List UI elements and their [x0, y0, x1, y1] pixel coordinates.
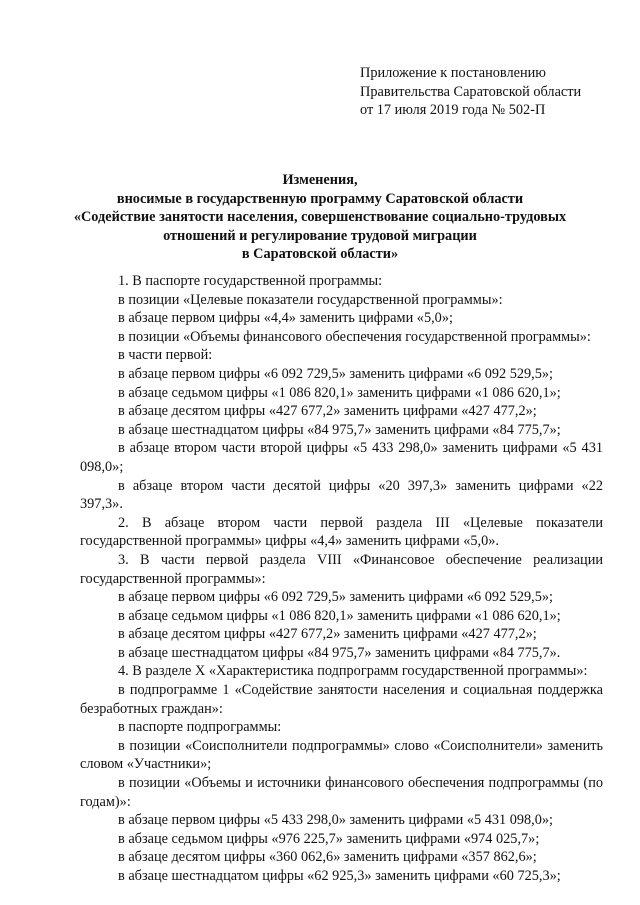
paragraph: в позиции «Соисполнители подпрограммы» слово «Соисполнители» заменить словом «Участники»;	[80, 737, 603, 773]
paragraph: в абзаце десятом цифры «427 677,2» заменить цифрами «427 477,2»;	[118, 626, 537, 643]
title-line-3: «Содействие занятости населения, совершенствование социально-трудовых	[73, 209, 567, 225]
header-line-2: Правительства Саратовской области	[360, 83, 582, 100]
title-line-2: вносимые в государственную программу Саратовской области	[116, 190, 524, 207]
paragraph: в абзаце седьмом цифры «976 225,7» заменить цифрами «974 025,7»;	[118, 830, 540, 847]
paragraph: в абзаце первом цифры «6 092 729,5» заменить цифрами «6 092 529,5»;	[118, 365, 554, 382]
paragraph: в абзаце шестнадцатом цифры «84 975,7» заменить цифрами «84 775,7»;	[118, 421, 561, 438]
paragraph: в позиции «Целевые показатели государственной программы»:	[118, 291, 503, 308]
paragraph: в абзаце втором части десятой цифры «20 397,3» заменить цифрами «22 397,3».	[80, 477, 603, 513]
title-line-4: отношений и регулирование трудовой миграции	[163, 227, 477, 244]
paragraph: в абзаце десятом цифры «360 062,6» заменить цифрами «357 862,6»;	[118, 849, 537, 866]
header-line-3: от 17 июля 2019 года № 502-П	[360, 102, 546, 118]
paragraph: 3. В части первой раздела VIII «Финансовое обеспечение реализации государственной программы»:	[80, 551, 603, 587]
paragraph: в позиции «Объемы финансового обеспечения государственной программы»:	[118, 328, 591, 345]
paragraph: в абзаце первом цифры «6 092 729,5» заменить цифрами «6 092 529,5»;	[118, 589, 554, 606]
paragraph: в абзаце десятом цифры «427 677,2» заменить цифрами «427 477,2»;	[118, 403, 537, 420]
paragraph: в позиции «Объемы и источники финансового обеспечения подпрограммы (по годам)»:	[80, 775, 603, 810]
paragraph: 2. В абзаце втором части первой раздела III «Целевые показатели государственной программы» цифры «4,4» заменить цифрами «5,0».	[80, 514, 603, 550]
paragraph: в абзаце первом цифры «4,4» заменить цифрами «5,0»;	[118, 310, 453, 327]
paragraph: в абзаце седьмом цифры «1 086 820,1» заменить цифрами «1 086 620,1»;	[118, 384, 561, 401]
paragraph: в абзаце первом цифры «5 433 298,0» заменить цифрами «5 431 098,0»;	[118, 812, 554, 829]
paragraph: в абзаце шестнадцатом цифры «84 975,7» заменить цифрами «84 775,7».	[118, 644, 561, 661]
paragraph: 4. В разделе X «Характеристика подпрограмм государственной программы»:	[118, 663, 588, 680]
paragraph: в паспорте подпрограммы:	[118, 719, 282, 736]
paragraph: в подпрограмме 1 «Содействие занятости населения и социальная поддержка безработных граждан»:	[80, 682, 603, 717]
paragraph: в части первой:	[118, 347, 213, 364]
attachment-header	[360, 64, 581, 120]
paragraph: в абзаце седьмом цифры «1 086 820,1» заменить цифрами «1 086 620,1»;	[118, 607, 561, 624]
paragraph: 1. В паспорте государственной программы:	[118, 273, 383, 289]
document-body	[80, 272, 603, 886]
title-line-1: Изменения,	[282, 172, 358, 188]
paragraph: в абзаце шестнадцатом цифры «62 925,3» заменить цифрами «60 725,3»;	[118, 868, 561, 884]
title-line-5: в Саратовской области»	[241, 246, 399, 262]
header-line-1: Приложение к постановлению	[360, 65, 546, 81]
document-title	[40, 171, 600, 264]
paragraph: в абзаце втором части второй цифры «5 433 298,0» заменить цифрами «5 431 098,0»;	[80, 440, 603, 475]
